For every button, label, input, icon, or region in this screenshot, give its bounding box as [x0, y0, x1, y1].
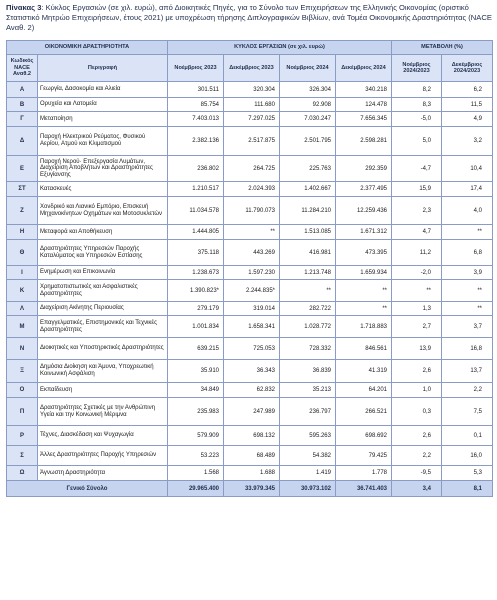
description-cell: Γεωργία, Δασοκομία και Αλιεία — [38, 82, 168, 98]
turnover-value-cell: 12.259.436 — [336, 197, 392, 225]
description-cell: Άγνωστη Δραστηριότητα — [38, 466, 168, 481]
nace-code-cell: Ρ — [7, 426, 38, 446]
turnover-value-cell: 64.201 — [336, 383, 392, 398]
description-cell: Δραστηριότητες Σχετικές με την Ανθρώπινη Υγεία και την Κοινωνική Μέριμνα — [38, 398, 168, 426]
turnover-value-cell: 292.359 — [336, 156, 392, 182]
change-value-cell: ** — [392, 280, 442, 302]
nace-code-cell: Ω — [7, 466, 38, 481]
turnover-value-cell: 725.053 — [224, 338, 280, 360]
table-caption-text: : Κύκλος Εργασιών (σε χιλ. ευρώ), από Διοικητικές Πηγές, για το Σύνολο των Επιχειρήσεων της Ελληνικής Οικονομίας (οριστικό Στατιστικό Μητρώο Επιχειρήσεων, έτους 2021) με υποχρέωση τήρησης Διπλογραφικών Βιβλίων, ανά Τομέα Οικονομικής Δραστηριότητας (NACE Αναθ. 2) — [6, 3, 492, 32]
turnover-value-cell: 7.656.345 — [336, 112, 392, 127]
change-value-cell: 2,2 — [442, 383, 493, 398]
change-value-cell: -5,0 — [392, 112, 442, 127]
turnover-value-cell: 595.263 — [280, 426, 336, 446]
turnover-value-cell: 1.568 — [168, 466, 224, 481]
turnover-value-cell: ** — [224, 225, 280, 240]
total-value-cell: 36.741.403 — [336, 481, 392, 497]
table-row — [7, 426, 493, 446]
table-row — [7, 240, 493, 266]
turnover-value-cell: 236.797 — [280, 398, 336, 426]
turnover-value-cell: 1.028.772 — [280, 316, 336, 338]
turnover-value-cell: 2.598.281 — [336, 127, 392, 156]
turnover-value-cell: 319.014 — [224, 302, 280, 316]
table-row — [7, 182, 493, 197]
total-label: Γενικό Σύνολο — [7, 481, 168, 497]
table-row — [7, 398, 493, 426]
turnover-value-cell: 728.332 — [280, 338, 336, 360]
turnover-value-cell: 79.425 — [336, 446, 392, 466]
turnover-value-cell: 1.390.823* — [168, 280, 224, 302]
description-cell: Επαγγελματικές, Επιστημονικές και Τεχνικές Δραστηριότητες — [38, 316, 168, 338]
table-row — [7, 446, 493, 466]
nace-code-cell: Θ — [7, 240, 38, 266]
turnover-value-cell: 2.244.835* — [224, 280, 280, 302]
table-row — [7, 316, 493, 338]
turnover-value-cell: 2.517.875 — [224, 127, 280, 156]
table-caption — [6, 3, 492, 33]
change-value-cell: 13,9 — [392, 338, 442, 360]
nace-code-cell: Ξ — [7, 360, 38, 383]
header-code: Κωδικός NACE Αναθ.2 — [7, 55, 38, 82]
change-value-cell: 17,4 — [442, 182, 493, 197]
table-row — [7, 383, 493, 398]
table-row — [7, 338, 493, 360]
nace-code-cell: Ι — [7, 266, 38, 280]
change-value-cell: 7,5 — [442, 398, 493, 426]
turnover-value-cell: 247.989 — [224, 398, 280, 426]
turnover-value-cell: 282.722 — [280, 302, 336, 316]
turnover-value-cell: 326.304 — [280, 82, 336, 98]
table-row — [7, 197, 493, 225]
turnover-table — [6, 40, 493, 497]
turnover-value-cell: 34.849 — [168, 383, 224, 398]
table-caption-label: Πίνακας 3 — [6, 3, 42, 12]
total-row — [7, 481, 493, 497]
description-cell: Δραστηριότητες Υπηρεσιών Παροχής Καταλύματος και Υπηρεσιών Εστίασης — [38, 240, 168, 266]
turnover-value-cell: 236.802 — [168, 156, 224, 182]
turnover-value-cell: 41.319 — [336, 360, 392, 383]
turnover-value-cell: 2.501.795 — [280, 127, 336, 156]
turnover-value-cell: 1.718.883 — [336, 316, 392, 338]
total-change-cell: 8,1 — [442, 481, 493, 497]
description-cell: Μεταποίηση — [38, 112, 168, 127]
table-row — [7, 302, 493, 316]
turnover-value-cell: 235.983 — [168, 398, 224, 426]
turnover-value-cell: 11.034.578 — [168, 197, 224, 225]
table-row — [7, 156, 493, 182]
nace-code-cell: Σ — [7, 446, 38, 466]
turnover-value-cell: 473.395 — [336, 240, 392, 266]
turnover-value-cell: ** — [280, 280, 336, 302]
turnover-value-cell: 698.692 — [336, 426, 392, 446]
change-value-cell: 2,7 — [392, 316, 442, 338]
turnover-value-cell: 62.832 — [224, 383, 280, 398]
total-value-cell: 30.973.102 — [280, 481, 336, 497]
change-value-cell: -2,0 — [392, 266, 442, 280]
turnover-value-cell: 320.304 — [224, 82, 280, 98]
change-value-cell: 16,0 — [442, 446, 493, 466]
turnover-value-cell: 53.223 — [168, 446, 224, 466]
header-change: Νοέμβριος 2024/2023 — [392, 55, 442, 82]
description-cell: Χρηματοπιστωτικές και Ασφαλιστικές Δραστηριότητες — [38, 280, 168, 302]
total-value-cell: 33.979.345 — [224, 481, 280, 497]
nace-code-cell: Γ — [7, 112, 38, 127]
turnover-value-cell: 639.215 — [168, 338, 224, 360]
change-value-cell: 1,0 — [392, 383, 442, 398]
change-value-cell: 5,3 — [442, 466, 493, 481]
change-value-cell: 11,5 — [442, 98, 493, 112]
turnover-value-cell: 1.210.517 — [168, 182, 224, 197]
change-value-cell: 2,6 — [392, 426, 442, 446]
change-value-cell: 8,3 — [392, 98, 442, 112]
table-row — [7, 82, 493, 98]
change-value-cell: 0,1 — [442, 426, 493, 446]
header-band-row — [7, 41, 493, 55]
change-value-cell: 3,7 — [442, 316, 493, 338]
header-period: Νοέμβριος 2023 — [168, 55, 224, 82]
description-cell: Ορυχεία και Λατομεία — [38, 98, 168, 112]
turnover-value-cell: 124.478 — [336, 98, 392, 112]
nace-code-cell: Λ — [7, 302, 38, 316]
nace-code-cell: Ζ — [7, 197, 38, 225]
description-cell: Διαχείριση Ακίνητης Περιουσίας — [38, 302, 168, 316]
turnover-value-cell: 36.343 — [224, 360, 280, 383]
turnover-value-cell: 35.910 — [168, 360, 224, 383]
turnover-value-cell: 11.284.210 — [280, 197, 336, 225]
description-cell: Κατασκευές — [38, 182, 168, 197]
turnover-value-cell: 7.030.247 — [280, 112, 336, 127]
description-cell: Παροχή Νερού· Επεξεργασία Λυμάτων, Διαχείριση Αποβλήτων και Δραστηριότητες Εξυγίανσης — [38, 156, 168, 182]
turnover-value-cell: 1.778 — [336, 466, 392, 481]
change-value-cell: 8,2 — [392, 82, 442, 98]
turnover-value-cell: 35.213 — [280, 383, 336, 398]
turnover-value-cell: 111.680 — [224, 98, 280, 112]
change-value-cell: 2,3 — [392, 197, 442, 225]
description-cell: Δημόσια Διοίκηση και Άμυνα, Υποχρεωτική Κοινωνική Ασφάλιση — [38, 360, 168, 383]
nace-code-cell: Η — [7, 225, 38, 240]
turnover-value-cell: 375.118 — [168, 240, 224, 266]
header-period: Δεκέμβριος 2024 — [336, 55, 392, 82]
header-change-group: ΜΕΤΑΒΟΛΗ (%) — [392, 41, 493, 55]
change-value-cell: 6,2 — [442, 82, 493, 98]
table-row — [7, 127, 493, 156]
change-value-cell: 4,9 — [442, 112, 493, 127]
turnover-value-cell: 1.671.312 — [336, 225, 392, 240]
change-value-cell: -9,5 — [392, 466, 442, 481]
turnover-value-cell: 698.132 — [224, 426, 280, 446]
description-cell: Διοικητικές και Υποστηρικτικές Δραστηριότητες — [38, 338, 168, 360]
turnover-value-cell: 301.511 — [168, 82, 224, 98]
change-value-cell: 3,9 — [442, 266, 493, 280]
turnover-value-cell: 54.382 — [280, 446, 336, 466]
header-activity-group: ΟΙΚΟΝΟΜΙΚΗ ΔΡΑΣΤΗΡΙΟΤΗΤΑ — [7, 41, 168, 55]
turnover-value-cell: 1.001.834 — [168, 316, 224, 338]
turnover-value-cell: 340.218 — [336, 82, 392, 98]
nace-code-cell: Β — [7, 98, 38, 112]
change-value-cell: 0,3 — [392, 398, 442, 426]
table-row — [7, 112, 493, 127]
description-cell: Μεταφορά και Αποθήκευση — [38, 225, 168, 240]
change-value-cell: ** — [442, 280, 493, 302]
table-row — [7, 466, 493, 481]
turnover-value-cell: 1.513.085 — [280, 225, 336, 240]
description-cell: Τέχνες, Διασκέδαση και Ψυχαγωγία — [38, 426, 168, 446]
change-value-cell: 11,2 — [392, 240, 442, 266]
table-row — [7, 360, 493, 383]
turnover-value-cell: 36.839 — [280, 360, 336, 383]
nace-code-cell: Μ — [7, 316, 38, 338]
header-period: Νοέμβριος 2024 — [280, 55, 336, 82]
nace-code-cell: Π — [7, 398, 38, 426]
change-value-cell: 4,7 — [392, 225, 442, 240]
turnover-value-cell: 1.688 — [224, 466, 280, 481]
description-cell: Χονδρικό και Λιανικό Εμπόριο, Επισκευή Μηχανοκίνητων Οχημάτων και Μοτοσυκλετών — [38, 197, 168, 225]
turnover-value-cell: 2.024.393 — [224, 182, 280, 197]
turnover-value-cell: ** — [336, 280, 392, 302]
description-cell: Παροχή Ηλεκτρικού Ρεύματος, Φυσικού Αερίου, Ατμού και Κλιματισμού — [38, 127, 168, 156]
description-cell: Εκπαίδευση — [38, 383, 168, 398]
table-row — [7, 98, 493, 112]
turnover-value-cell: 225.763 — [280, 156, 336, 182]
header-period: Δεκέμβριος 2023 — [224, 55, 280, 82]
turnover-value-cell: 11.790.073 — [224, 197, 280, 225]
nace-code-cell: Δ — [7, 127, 38, 156]
nace-code-cell: Ν — [7, 338, 38, 360]
turnover-value-cell: 2.382.136 — [168, 127, 224, 156]
turnover-value-cell: 264.725 — [224, 156, 280, 182]
turnover-value-cell: 443.269 — [224, 240, 280, 266]
turnover-value-cell: 1.658.341 — [224, 316, 280, 338]
change-value-cell: 1,3 — [392, 302, 442, 316]
turnover-value-cell: 1.238.673 — [168, 266, 224, 280]
turnover-value-cell: 1.402.667 — [280, 182, 336, 197]
turnover-value-cell: 579.909 — [168, 426, 224, 446]
change-value-cell: -4,7 — [392, 156, 442, 182]
turnover-value-cell: 266.521 — [336, 398, 392, 426]
table-row — [7, 266, 493, 280]
turnover-value-cell: 416.981 — [280, 240, 336, 266]
change-value-cell: ** — [442, 302, 493, 316]
turnover-value-cell: 1.659.934 — [336, 266, 392, 280]
nace-code-cell: Ε — [7, 156, 38, 182]
turnover-value-cell: 7.403.013 — [168, 112, 224, 127]
header-description: Περιγραφή — [38, 55, 168, 82]
change-value-cell: 13,7 — [442, 360, 493, 383]
turnover-value-cell: 68.489 — [224, 446, 280, 466]
nace-code-cell: Ο — [7, 383, 38, 398]
turnover-value-cell: 85.754 — [168, 98, 224, 112]
turnover-value-cell: 846.561 — [336, 338, 392, 360]
header-change: Δεκέμβριος 2024/2023 — [442, 55, 493, 82]
change-value-cell: 15,9 — [392, 182, 442, 197]
change-value-cell: 2,2 — [392, 446, 442, 466]
total-change-cell: 3,4 — [392, 481, 442, 497]
turnover-value-cell: 2.377.495 — [336, 182, 392, 197]
header-column-row — [7, 55, 493, 82]
turnover-value-cell: 1.213.748 — [280, 266, 336, 280]
change-value-cell: 10,4 — [442, 156, 493, 182]
header-turnover-group: ΚΥΚΛΟΣ ΕΡΓΑΣΙΩΝ (σε χιλ. ευρώ) — [168, 41, 392, 55]
turnover-value-cell: ** — [336, 302, 392, 316]
turnover-value-cell: 1.597.230 — [224, 266, 280, 280]
table-body — [7, 82, 493, 497]
change-value-cell: 6,8 — [442, 240, 493, 266]
total-value-cell: 29.965.400 — [168, 481, 224, 497]
table-row — [7, 225, 493, 240]
turnover-value-cell: 1.419 — [280, 466, 336, 481]
nace-code-cell: Α — [7, 82, 38, 98]
nace-code-cell: Κ — [7, 280, 38, 302]
turnover-value-cell: 92.908 — [280, 98, 336, 112]
turnover-value-cell: 1.444.805 — [168, 225, 224, 240]
turnover-value-cell: 7.297.025 — [224, 112, 280, 127]
description-cell: Ενημέρωση και Επικοινωνία — [38, 266, 168, 280]
table-row — [7, 280, 493, 302]
change-value-cell: 2,6 — [392, 360, 442, 383]
change-value-cell: 4,0 — [442, 197, 493, 225]
description-cell: Άλλες Δραστηριότητες Παροχής Υπηρεσιών — [38, 446, 168, 466]
change-value-cell: ** — [442, 225, 493, 240]
change-value-cell: 16,8 — [442, 338, 493, 360]
nace-code-cell: ΣΤ — [7, 182, 38, 197]
change-value-cell: 3,2 — [442, 127, 493, 156]
turnover-value-cell: 279.179 — [168, 302, 224, 316]
change-value-cell: 5,0 — [392, 127, 442, 156]
